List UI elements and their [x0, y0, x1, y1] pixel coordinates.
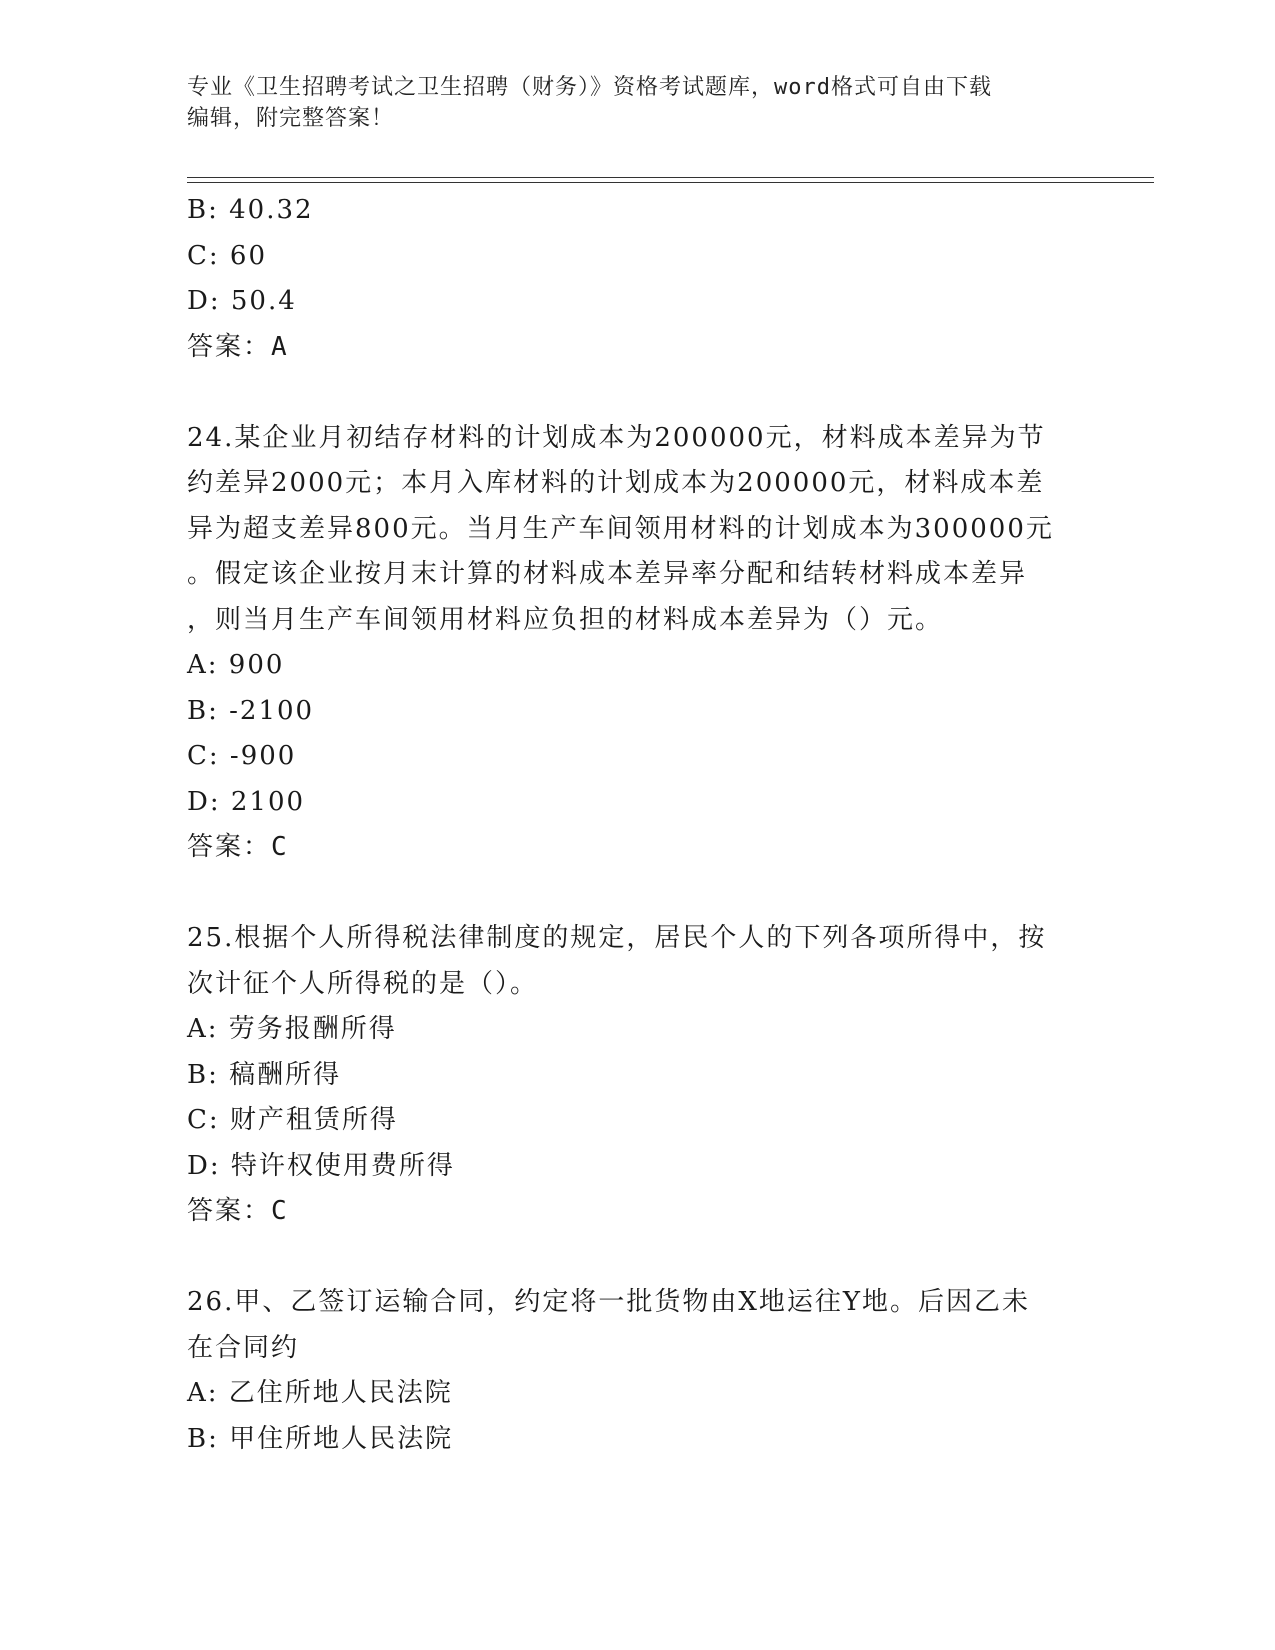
question-content: [187, 188, 1087, 1462]
question-stem-line: 24.某企业月初结存材料的计划成本为200000元，材料成本差异为节: [187, 422, 1046, 453]
question-stem-line: 约差异2000元；本月入库材料的计划成本为200000元，材料成本差: [187, 468, 1045, 498]
question-23: [187, 188, 1087, 370]
header-line-1: 专业《卫生招聘考试之卫生招聘（财务）》资格考试题库，word格式可自由下载: [187, 75, 992, 100]
question-24: [187, 416, 1087, 871]
question-26: [187, 1280, 1087, 1462]
header-divider: [187, 177, 1154, 183]
question-stem-line: 25.根据个人所得税法律制度的规定，居民个人的下列各项所得中，按: [187, 923, 1047, 953]
question-stem-line: ，则当月生产车间领用材料应负担的材料成本差异为（）元。: [187, 604, 944, 635]
answer-line: 答案：C: [187, 832, 289, 862]
option-a: A: 劳务报酬所得: [187, 1014, 397, 1044]
option-b: B: 甲住所地人民法院: [187, 1423, 454, 1454]
spacer: [187, 1235, 1087, 1281]
question-stem-line: 。假定该企业按月末计算的材料成本差异率分配和结转材料成本差异: [187, 559, 1028, 589]
question-25: [187, 916, 1087, 1235]
page-header: [187, 72, 1087, 134]
option-b: B: 40.32: [187, 195, 314, 225]
question-stem-line: 在合同约: [187, 1332, 300, 1363]
option-c: C: 60: [187, 240, 268, 271]
option-c: C: 财产租赁所得: [187, 1105, 398, 1135]
option-b: B: -2100: [187, 695, 315, 726]
option-d: D: 2100: [187, 786, 306, 817]
question-stem-line: 次计征个人所得税的是（）。: [187, 968, 539, 999]
option-a: A: 乙住所地人民法院: [187, 1378, 453, 1408]
option-a: A: 900: [187, 650, 285, 680]
option-c: C: -900: [187, 741, 297, 771]
answer-line: 答案：C: [187, 1196, 289, 1226]
option-d: D: 50.4: [187, 286, 297, 316]
option-b: B: 稿酬所得: [187, 1059, 342, 1090]
header-line-2: 编辑，附完整答案！: [187, 106, 395, 131]
question-stem-line: 26.甲、乙签订运输合同，约定将一批货物由X地运往Y地。后因乙未: [187, 1287, 1031, 1317]
spacer: [187, 871, 1087, 917]
answer-line: 答案：A: [187, 331, 289, 362]
spacer: [187, 370, 1087, 416]
question-stem-line: 异为超支差异800元。当月生产车间领用材料的计划成本为300000元: [187, 513, 1054, 544]
option-d: D: 特许权使用费所得: [187, 1150, 455, 1181]
